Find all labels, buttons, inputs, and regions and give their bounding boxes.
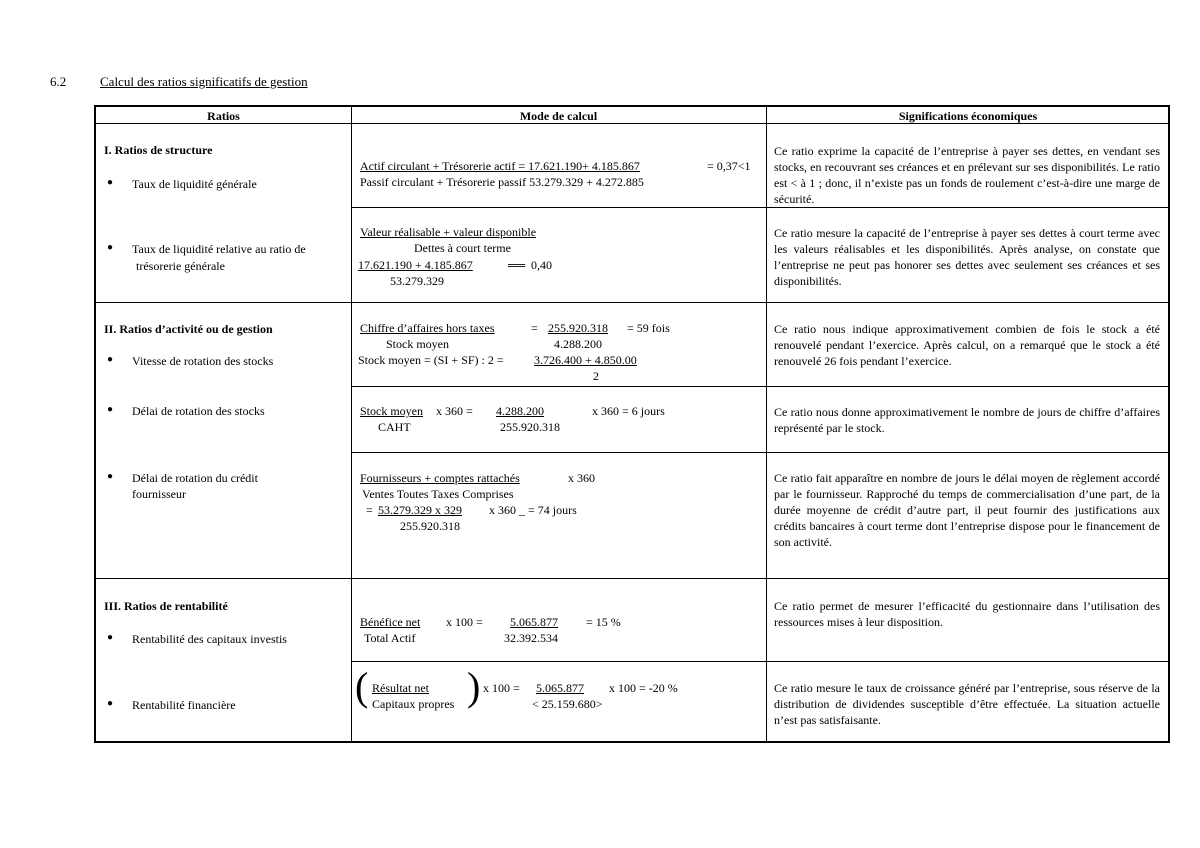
header-ratios: Ratios [207, 109, 240, 123]
bullet: ● [107, 471, 114, 482]
formula-numerator: Fournisseurs + comptes rattachés [360, 471, 520, 485]
formula-numerator: Chiffre d’affaires hors taxes [360, 321, 495, 335]
signification-text: Ce ratio permet de mesurer l’efficacité du gestionnaire dans l’utilisation des ressources mises à leur disposition. [774, 599, 1160, 629]
formula-denominator: 255.920.318 [400, 519, 460, 533]
formula-value: 5.065.877 [536, 681, 584, 695]
formula-denominator: Ventes Toutes Taxes Comprises [362, 487, 514, 501]
formula-line: Stock moyen = (SI + SF) : 2 = [358, 353, 504, 367]
formula-denominator: 2 [593, 369, 599, 383]
ratio-name: Délai de rotation des stocks [132, 404, 265, 418]
formula-numerator: 3.726.400 + 4.850.00 [534, 353, 637, 367]
formula-result: 0,40 [531, 258, 552, 272]
formula-denominator: CAHT [378, 420, 411, 434]
section-title-rentabilite: III. Ratios de rentabilité [104, 599, 228, 613]
formula-result: x 360 _ = 74 jours [489, 503, 577, 517]
formula-value: 5.065.877 [510, 615, 558, 629]
formula-operator: x 360 [568, 471, 595, 485]
ratio-name: Vitesse de rotation des stocks [132, 354, 274, 368]
formula-denominator: Stock moyen [386, 337, 449, 351]
formula-equals: = [531, 321, 538, 335]
formula-numerator: Bénéfice net [360, 615, 421, 629]
formula-value: 53.279.329 x 329 [378, 503, 462, 517]
ratio-name: Rentabilité financière [132, 698, 236, 712]
formula-operator: x 100 = [446, 615, 483, 629]
ratio-name-continued: fournisseur [132, 487, 186, 501]
formula-numerator: Résultat net [372, 681, 429, 695]
ratio-name: Délai de rotation du crédit [132, 471, 258, 485]
formula-equals: ══ [508, 258, 526, 272]
formula-value: 4.288.200 [496, 404, 544, 418]
bullet: ● [107, 242, 114, 253]
section-divider [96, 578, 1168, 579]
ratios-table [94, 105, 1170, 743]
formula-result: = 15 % [586, 615, 621, 629]
section-divider [96, 302, 1168, 303]
formula-result: x 360 = 6 jours [592, 404, 665, 418]
left-parenthesis: ( [355, 664, 369, 709]
formula-denominator: Capitaux propres [372, 697, 455, 711]
ratio-name: Taux de liquidité relative au ratio de [132, 242, 306, 256]
formula-value: 32.392.534 [504, 631, 558, 645]
formula-denominator: Passif circulant + Trésorerie passif 53.279.329 + 4.272.885 [360, 175, 644, 189]
formula-value: 255.920.318 [500, 420, 560, 434]
signification-text: Ce ratio mesure la capacité de l’entreprise à payer ses dettes à court terme avec les valeurs réalisables et les disponibilités. Après analyse, on constate que l’entreprise ne peut pas honorer ses dettes avec seulement ses créances et ses disponibilités. [774, 226, 1160, 288]
right-parenthesis: ) [467, 664, 481, 709]
header-significations: Significations économiques [898, 109, 1038, 123]
column-divider [766, 107, 767, 741]
signification-text: Ce ratio mesure le taux de croissance généré par l’entreprise, sous réserve de la distribution de dividendes susceptible d’être effectuée. La situation actuelle n’est pas satisfaisante. [774, 681, 1160, 727]
column-divider [351, 107, 352, 741]
ratio-name: Rentabilité des capitaux investis [132, 632, 287, 646]
section-heading [50, 74, 308, 90]
bullet: ● [107, 177, 114, 188]
formula-numerator: Stock moyen [360, 404, 423, 418]
formula-equals: = [366, 503, 373, 517]
formula-denominator: Total Actif [364, 631, 416, 645]
bullet: ● [107, 632, 114, 643]
formula-denominator: < 25.159.680> [532, 697, 603, 711]
formula-operator: x 360 = [436, 404, 473, 418]
section-title-structure: I. Ratios de structure [104, 143, 213, 157]
row-divider [351, 386, 1168, 387]
row-divider [351, 661, 1168, 662]
header-mode-de-calcul: Mode de calcul [519, 109, 598, 123]
formula-value: 255.920.318 [548, 321, 608, 335]
section-title: Calcul des ratios significatifs de gestion [100, 74, 308, 89]
row-divider [351, 452, 1168, 453]
formula-operator: x 100 = [483, 681, 520, 695]
formula-numerator: Actif circulant + Trésorerie actif = 17.621.190+ 4.185.867 [360, 159, 640, 173]
formula-denominator: Dettes à court terme [414, 241, 511, 255]
signification-text: Ce ratio fait apparaître en nombre de jours le délai moyen de règlement accordé par le fournisseur. Rapproché du temps de commercialisation d’une part, de la durée moyenne de crédit d’autre part, il peut fournir des justifications aux crédits bancaires à court terme dont l’entreprise dispose pour le financement de son activité. [774, 471, 1160, 549]
formula-numerator: 17.621.190 + 4.185.867 [358, 258, 473, 272]
formula-result: = 59 fois [627, 321, 670, 335]
ratio-name: Taux de liquidité générale [132, 177, 257, 191]
formula-value: 4.288.200 [554, 337, 602, 351]
formula-result: x 100 = -20 % [609, 681, 678, 695]
section-title-activite: II. Ratios d’activité ou de gestion [104, 322, 273, 336]
bullet: ● [107, 354, 114, 365]
signification-text: Ce ratio nous indique approximativement combien de fois le stock a été renouvelé pendant l’exercice. Après calcul, on a remarqué que le stock a été renouvelé 26 fois pendant l’exercice. [774, 322, 1160, 368]
formula-numerator: Valeur réalisable + valeur disponible [360, 225, 537, 239]
bullet: ● [107, 698, 114, 709]
formula-denominator: 53.279.329 [390, 274, 444, 288]
row-divider [351, 207, 1168, 208]
section-number: 6.2 [50, 74, 67, 89]
ratio-name-continued: trésorerie générale [136, 259, 225, 273]
signification-text: Ce ratio exprime la capacité de l’entreprise à payer ses dettes, en vendant ses stocks, en recouvrant ses créances et en prélevant sur ses disponibilités. Le ratio est < à 1 ; donc, il n’existe pas un fonds de roulement c’est-à-dire une marge de sécurité. [774, 144, 1160, 206]
bullet: ● [107, 404, 114, 415]
formula-result: = 0,37<1 [707, 159, 751, 173]
signification-text: Ce ratio nous donne approximativement le nombre de jours de chiffre d’affaires représenté par le stock. [774, 405, 1160, 435]
